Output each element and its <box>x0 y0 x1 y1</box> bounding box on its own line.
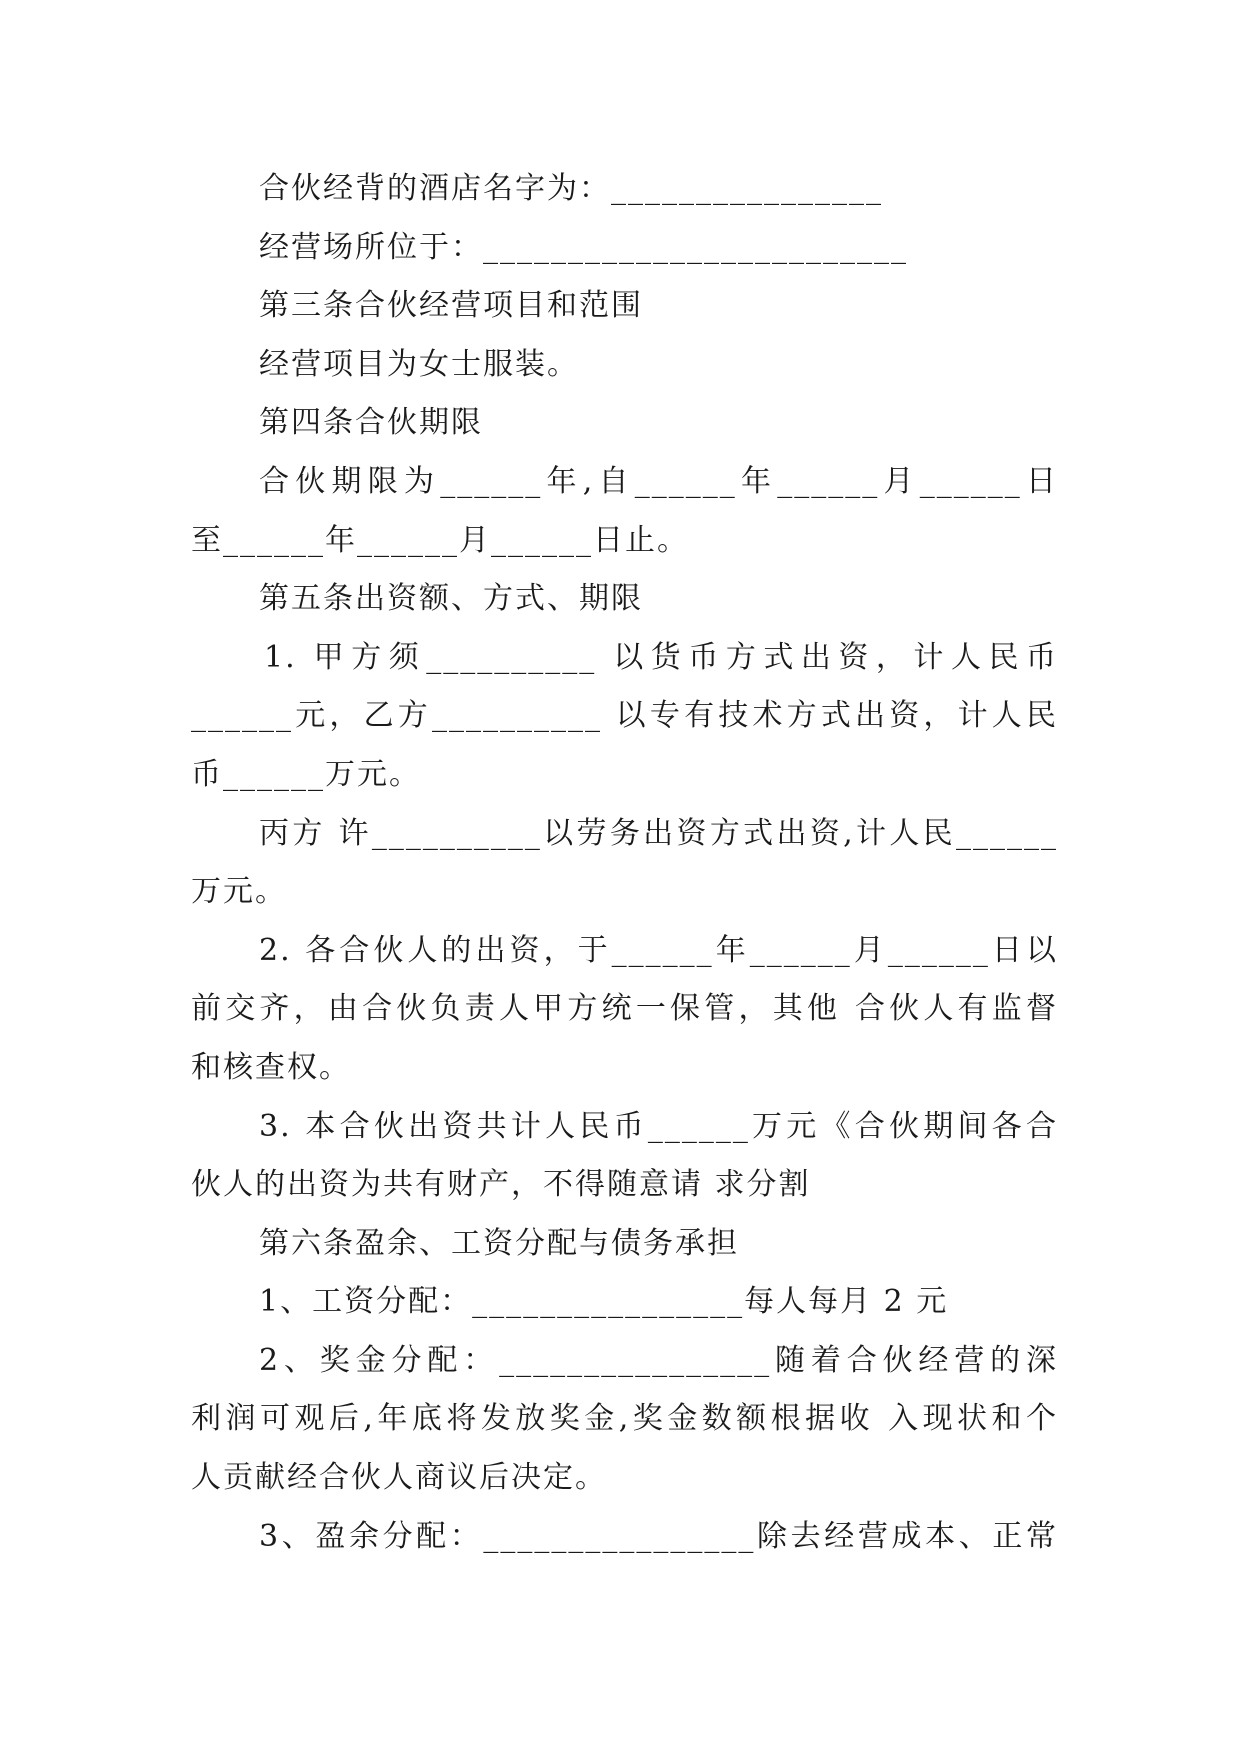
partnership-term-end-line: 至______年______月______日止。 <box>191 522 689 558</box>
contribution-item-1-line: 1. 甲方须__________ 以货币方式出资，计人民币 <box>264 639 1058 675</box>
wage-distribution-line: 1、工资分配：________________每人每月 2 元 <box>259 1284 949 1320</box>
partnership-term-line: 合伙期限为______年,自______年______月______日 <box>259 463 1058 499</box>
hotel-name-line: 合伙经背的酒店名字为：________________ <box>259 171 883 206</box>
bonus-distribution-line: 2、奖金分配：________________随着合伙经营的深 <box>259 1342 1058 1378</box>
contribution-item-3-line: 3. 本合伙出资共计人民币______万元《合伙期间各合 <box>259 1108 1058 1144</box>
contribution-item-1-continued: ______元，乙方__________ 以专有技术方式出资，计人民 <box>191 698 1058 734</box>
surplus-distribution-line: 3、盈余分配：________________除去经营成本、正常 <box>259 1518 1058 1554</box>
bonus-distribution-end: 人贡献经合伙人商议后决定。 <box>191 1460 607 1496</box>
party-c-contribution-end: 万元。 <box>191 874 287 910</box>
article-5-heading: 第五条出资额、方式、期限 <box>259 581 643 617</box>
article-3-heading: 第三条合伙经营项目和范围 <box>259 288 643 324</box>
contribution-item-2-continued: 前交齐，由合伙负责人甲方统一保管，其他 合伙人有监督 <box>191 991 1058 1027</box>
contract-body <box>191 160 1058 1566</box>
party-c-contribution-line: 丙方 许__________以劳务出资方式出资,计人民______ <box>259 815 1058 851</box>
contribution-item-3-end: 伙人的出资为共有财产，不得随意请 求分割 <box>191 1167 811 1203</box>
contribution-item-2-line: 2. 各合伙人的出资，于______年______月______日以 <box>259 932 1058 968</box>
article-6-heading: 第六条盈余、工资分配与债务承担 <box>259 1225 739 1261</box>
contribution-item-1-end: 币______万元。 <box>191 756 421 792</box>
business-location-line: 经营场所位于：_________________________ <box>259 229 908 265</box>
article-4-heading: 第四条合伙期限 <box>259 405 483 441</box>
bonus-distribution-continued: 利润可观后,年底将发放奖金,奖金数额根据收 入现状和个 <box>191 1401 1058 1437</box>
business-scope-text: 经营项目为女士服装。 <box>259 346 579 382</box>
contribution-item-2-end: 和核查权。 <box>191 1049 351 1085</box>
